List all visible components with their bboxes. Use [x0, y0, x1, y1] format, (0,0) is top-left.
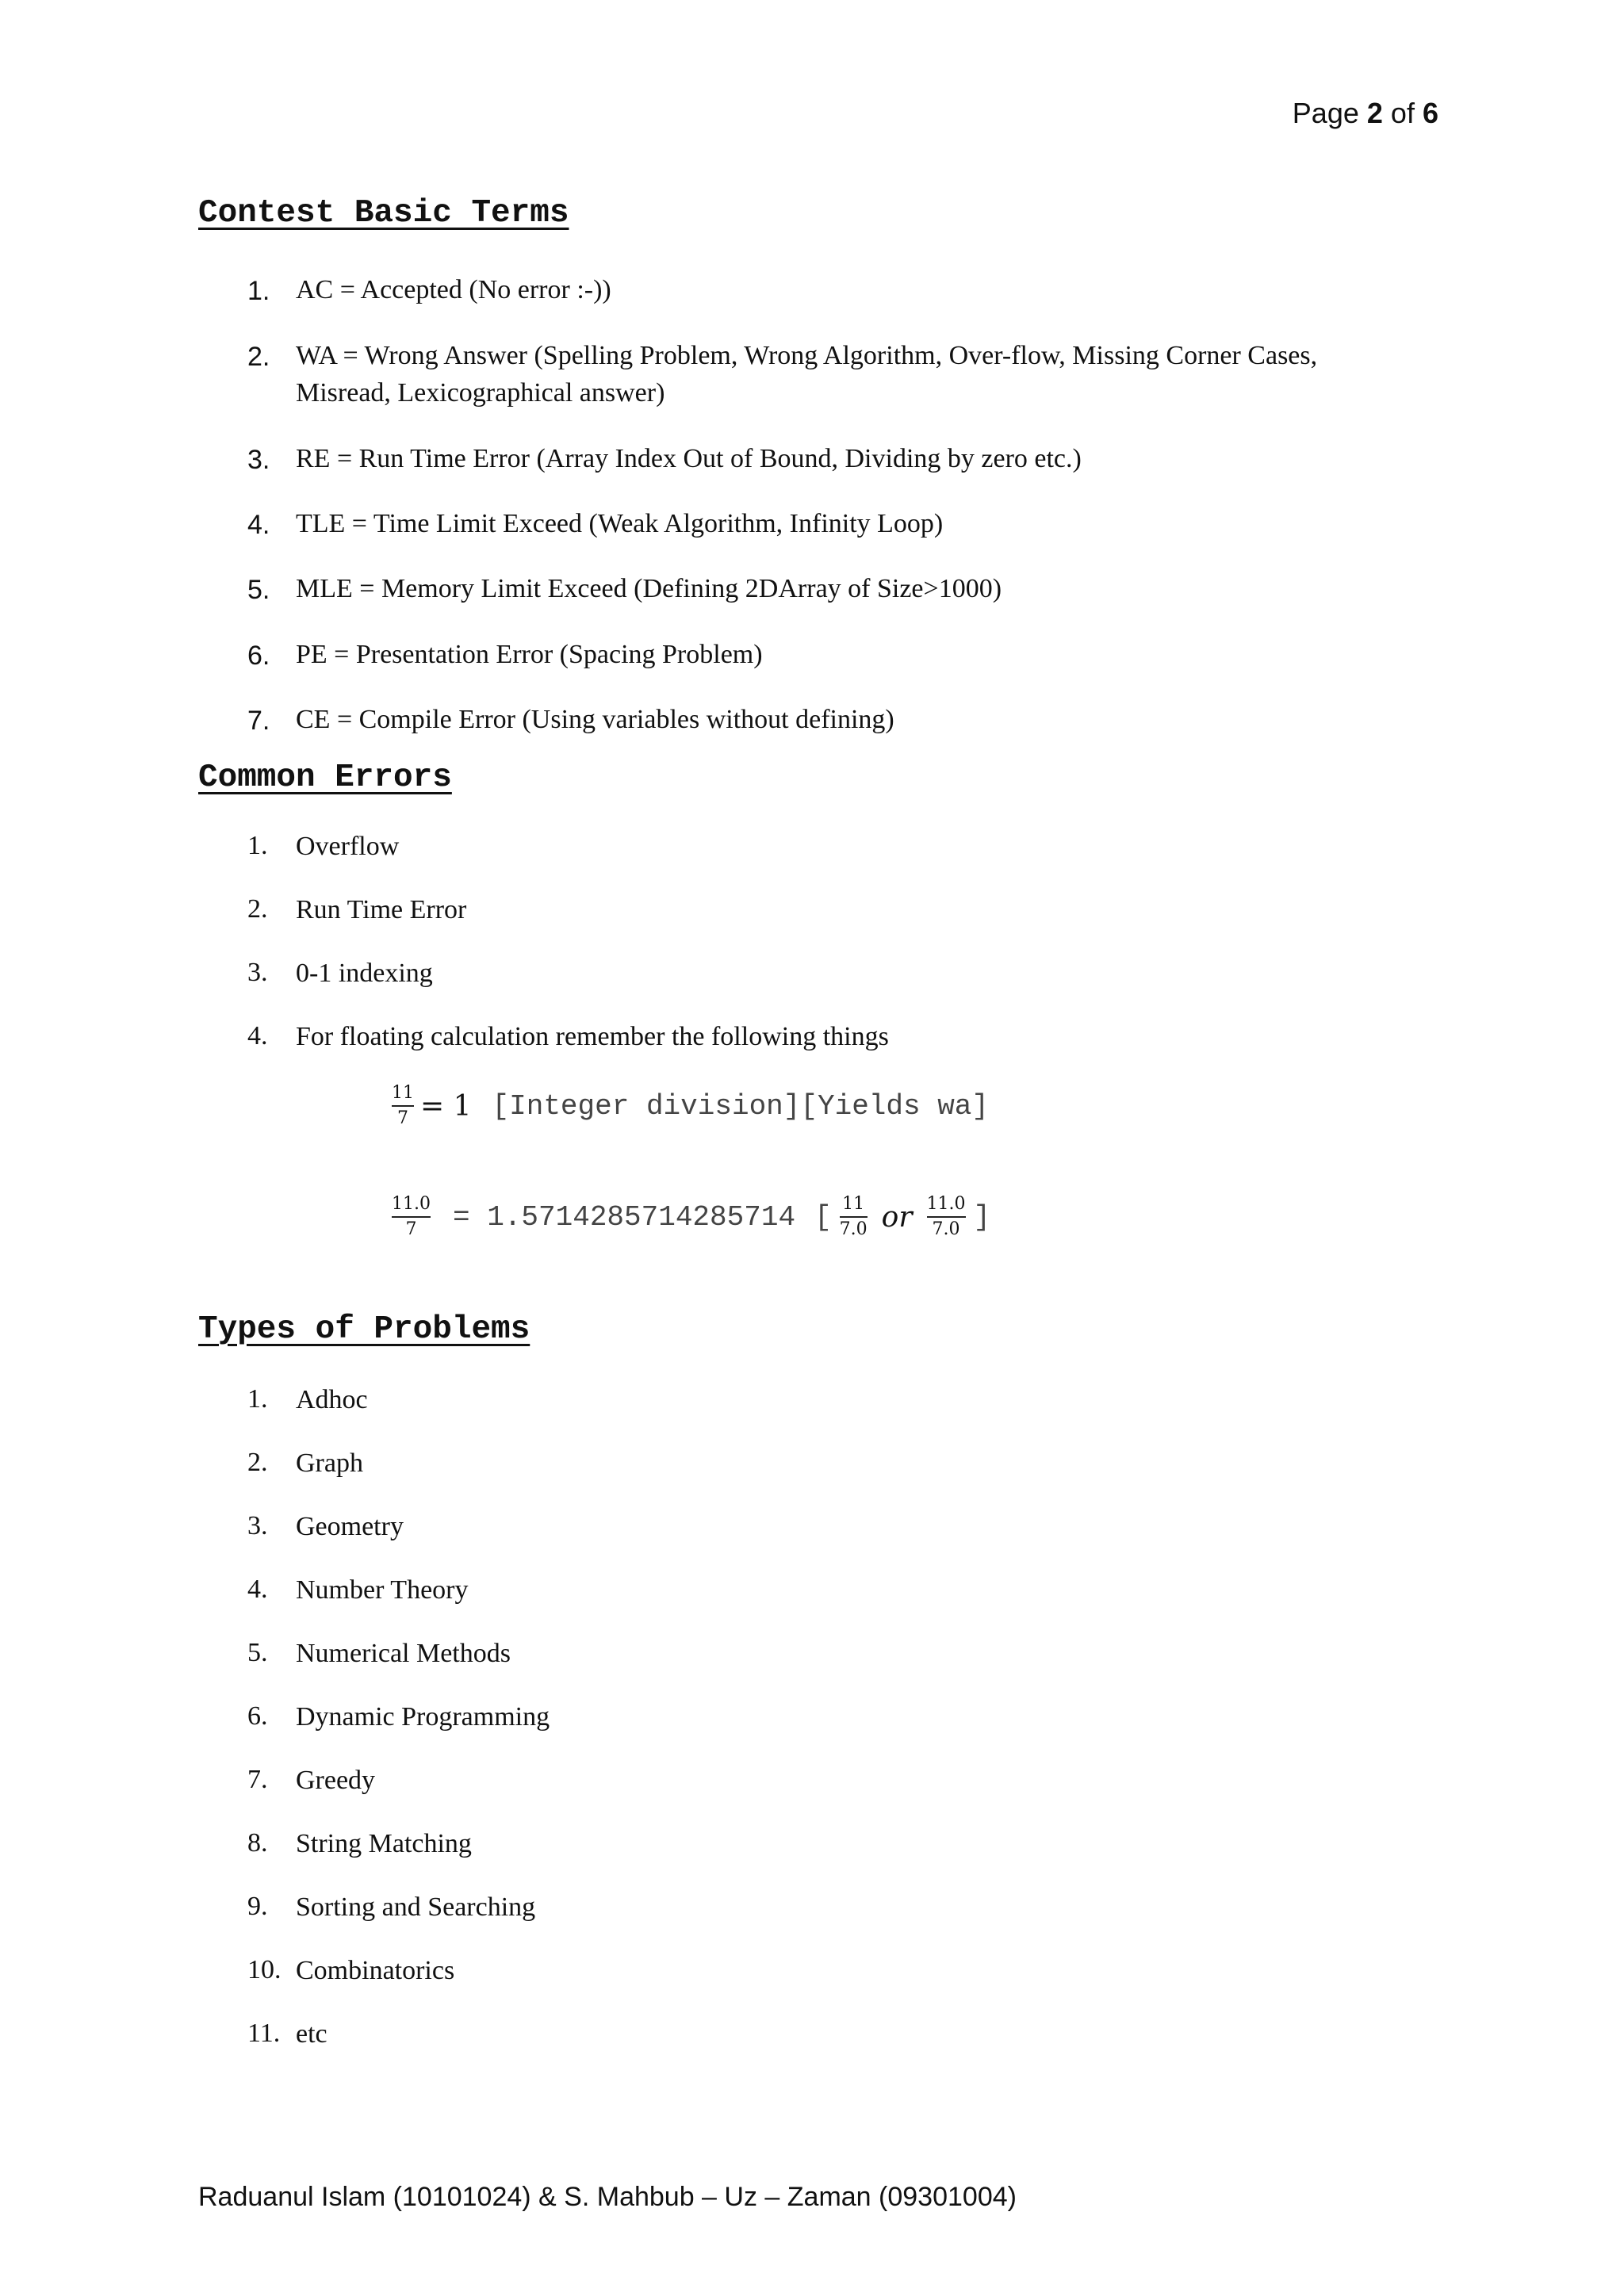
list-item: AC = Accepted (No error :-)) [296, 275, 611, 304]
list-item: Numerical Methods [296, 1639, 511, 1668]
list-item: RE = Run Time Error (Array Index Out of Bound, Dividing by zero etc.) [296, 444, 1082, 473]
fraction [392, 1083, 414, 1129]
list-number: 3. [247, 1511, 268, 1540]
list-number: 2. [247, 1448, 268, 1477]
bracket-close: ] [973, 1200, 991, 1234]
list-number: 10. [247, 1955, 282, 1984]
list-number: 1. [247, 276, 270, 306]
list-number: 7. [247, 706, 270, 736]
list-item-continuation: Misread, Lexicographical answer) [296, 378, 665, 408]
list-item: etc [296, 2019, 327, 2049]
list-number: 5. [247, 1638, 268, 1667]
denominator: 7 [405, 1219, 417, 1239]
list-item: Dynamic Programming [296, 1702, 550, 1732]
fraction [840, 1194, 868, 1240]
denominator: 7 [397, 1108, 408, 1128]
denominator: 7.0 [932, 1219, 960, 1239]
list-item: String Matching [296, 1829, 472, 1858]
numerator: 11.0 [392, 1194, 431, 1214]
list-item: Greedy [296, 1766, 376, 1795]
page-prefix: Page [1292, 97, 1359, 129]
list-number: 8. [247, 1828, 268, 1858]
list-number: 4. [247, 1021, 268, 1050]
list-number: 2. [247, 894, 268, 924]
list-item: Combinatorics [296, 1956, 455, 1985]
list-number: 4. [247, 1575, 268, 1604]
list-number: 4. [247, 510, 270, 540]
page-number [1293, 97, 1438, 130]
section-heading-problem-types: Types of Problems [198, 1311, 530, 1348]
list-number: 1. [247, 831, 268, 860]
footer-authors: Raduanul Islam (10101024) & S. Mahbub – Uz – Zaman (09301004) [198, 2182, 1017, 2212]
list-item: Geometry [296, 1512, 404, 1541]
list-number: 6. [247, 641, 270, 671]
list-number: 2. [247, 342, 270, 372]
page-current: 2 [1366, 97, 1383, 129]
numerator: 11 [392, 1083, 414, 1103]
page-total: 6 [1422, 97, 1438, 129]
list-item: Graph [296, 1448, 363, 1478]
list-number: 3. [247, 958, 268, 987]
list-item: Run Time Error [296, 895, 467, 924]
list-number: 9. [247, 1892, 268, 1921]
list-item: MLE = Memory Limit Exceed (Defining 2DArray of Size>1000) [296, 574, 1002, 603]
fraction-bar [840, 1216, 868, 1218]
numerator: 11.0 [926, 1194, 966, 1214]
equation-float-division [392, 1194, 990, 1240]
equation-note: [Integer division][Yields wa] [492, 1089, 990, 1123]
list-item: Overflow [296, 832, 400, 861]
fraction-bar [392, 1105, 414, 1107]
list-number: 11. [247, 2019, 281, 2048]
bracket-open: [ [814, 1200, 832, 1234]
fraction [392, 1194, 431, 1240]
list-item: Number Theory [296, 1575, 469, 1605]
list-number: 6. [247, 1701, 268, 1731]
list-item: TLE = Time Limit Exceed (Weak Algorithm, Infinity Loop) [296, 509, 944, 538]
fraction-bar [927, 1216, 966, 1218]
list-item: Adhoc [296, 1385, 368, 1414]
or-word: or [881, 1200, 913, 1234]
section-heading-contest-terms: Contest Basic Terms [198, 195, 569, 232]
equals-result: = 1 [420, 1089, 472, 1123]
list-item: PE = Presentation Error (Spacing Problem) [296, 640, 763, 669]
numerator: 11 [842, 1194, 865, 1214]
list-item: Sorting and Searching [296, 1892, 536, 1922]
list-number: 7. [247, 1765, 268, 1794]
list-item: CE = Compile Error (Using variables without defining) [296, 705, 894, 734]
list-number: 3. [247, 445, 270, 475]
equation-integer-division [392, 1083, 989, 1129]
list-item: 0-1 indexing [296, 959, 433, 988]
denominator: 7.0 [839, 1219, 868, 1239]
float-result: = 1.5714285714285714 [452, 1200, 796, 1234]
page-of: of [1390, 97, 1415, 129]
list-item: WA = Wrong Answer (Spelling Problem, Wrong Algorithm, Over-flow, Missing Corner Cases, [296, 341, 1318, 370]
list-number: 1. [247, 1384, 268, 1414]
section-heading-common-errors: Common Errors [198, 760, 452, 796]
list-item: For floating calculation remember the following things [296, 1022, 889, 1051]
fraction-bar [392, 1216, 431, 1218]
list-number: 5. [247, 575, 270, 605]
fraction [927, 1194, 966, 1240]
